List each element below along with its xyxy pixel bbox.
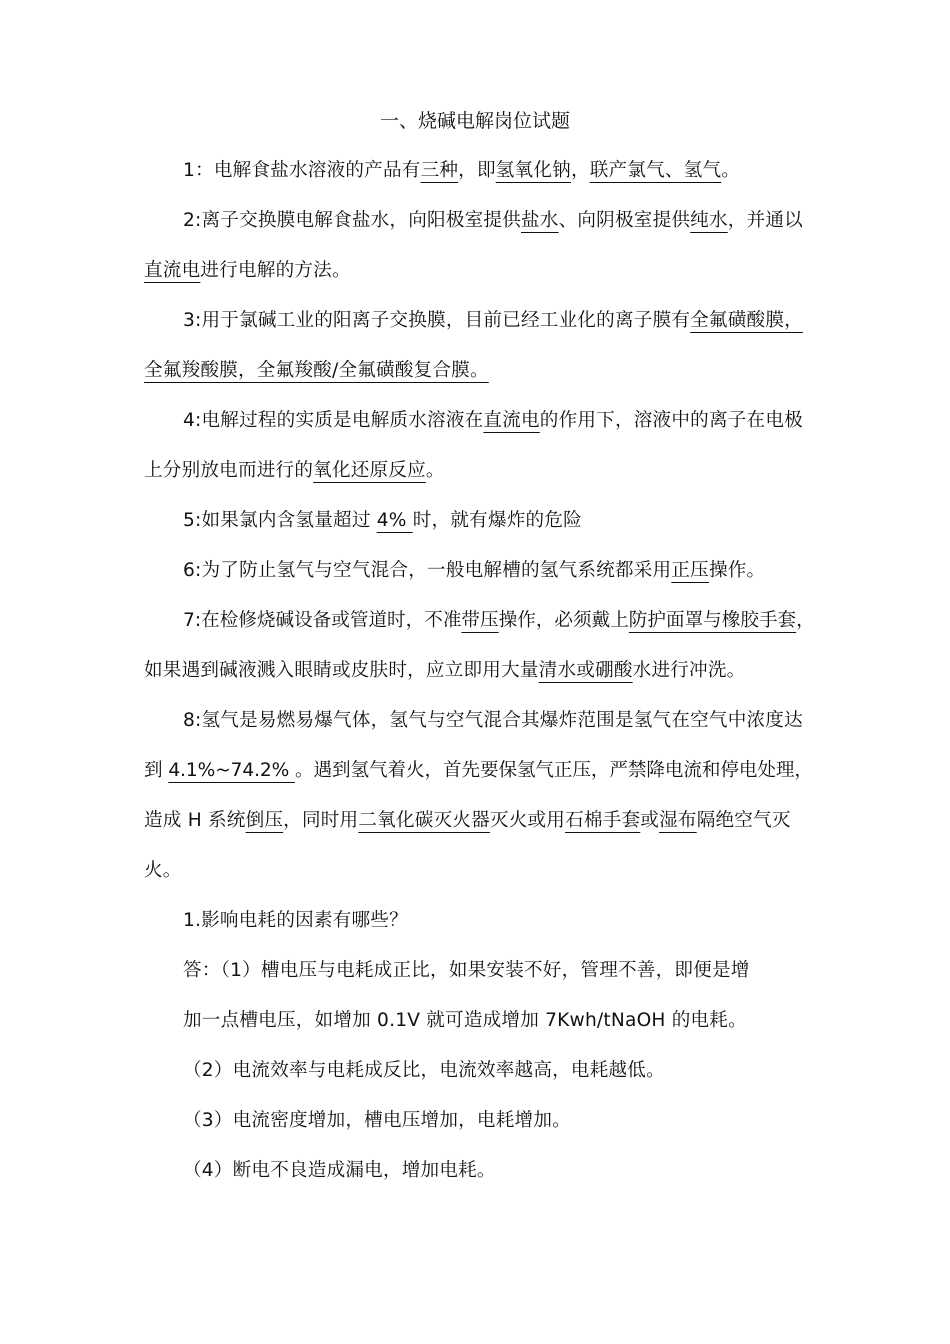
text: 水进行冲洗。 <box>632 660 746 681</box>
text: 6:为了防止氢气与空气混合，一般电解槽的氢气系统都采用 <box>183 560 672 581</box>
answer-blank: 氢氧化钠 <box>495 160 571 181</box>
text: 4:电解过程的实质是电解质水溶液在 <box>183 410 484 431</box>
answer-blank: 直流电 <box>483 410 540 431</box>
text: 操作。 <box>708 560 766 581</box>
text: 上分别放电而进行的 <box>144 460 314 481</box>
text: 5:如果氯内含氢量超过 <box>183 510 377 531</box>
text: 。 <box>721 160 741 181</box>
text: 2:离子交换膜电解食盐水，向阳极室提供 <box>183 210 521 231</box>
text: 3:用于氯碱工业的阳离子交换膜，目前已经工业化的离子膜有 <box>183 310 691 331</box>
text: 8:氢气是易燃易爆气体，氢气与空气混合其爆炸范围是氢气在空气中浓度达 <box>183 710 803 731</box>
answer-blank: 湿布 <box>659 810 697 831</box>
answer-blank: 倒压 <box>245 810 284 831</box>
question-3-line-1 <box>183 306 803 336</box>
text: 的作用下，溶液中的离子在电极 <box>539 410 803 431</box>
question-4-line-1 <box>183 406 803 436</box>
answer-item-1-line-2: 加一点槽电压，如增加 0.1V 就可造成增加 7Kwh/tNaOH 的电耗。 <box>183 1010 747 1031</box>
text: ，同时用 <box>283 810 359 831</box>
text: 如果遇到碱液溅入眼睛或皮肤时，应立即用大量 <box>144 660 539 681</box>
question-2-line-1 <box>183 206 803 236</box>
text: 隔绝空气灭 <box>696 810 791 831</box>
answer-blank: 4% <box>376 510 413 531</box>
text: 7:在检修烧碱设备或管道时，不准 <box>183 610 462 631</box>
answer-blank: 二氧化碳灭火器 <box>358 810 490 831</box>
answer-item-3: （3）电流密度增加，槽电压增加，电耗增加。 <box>183 1110 571 1131</box>
text: 1：电解食盐水溶液的产品有 <box>183 160 421 181</box>
question-7-line-1 <box>183 606 815 636</box>
text: 或 <box>640 810 660 831</box>
answer-blank: 清水或硼酸 <box>538 660 633 681</box>
section-question-1: 1.影响电耗的因素有哪些？ <box>183 910 408 931</box>
answer-blank: 氧化还原反应 <box>313 460 426 481</box>
answer-blank: 联产氯气、氢气 <box>589 160 722 181</box>
question-6 <box>183 556 765 586</box>
text: ，并通以 <box>727 210 803 231</box>
text: ， <box>570 160 590 181</box>
question-4-line-2 <box>144 456 445 486</box>
text: 。 <box>425 460 445 481</box>
question-7-line-2 <box>144 656 745 686</box>
text: 造成 H 系统 <box>144 810 246 831</box>
answer-blank: 石棉手套 <box>565 810 641 831</box>
answer-blank: 正压 <box>671 560 709 581</box>
text: 、向阴极室提供 <box>558 210 691 231</box>
text: ，即 <box>458 160 496 181</box>
answer-blank: 带压 <box>461 610 499 631</box>
question-3-line-2 <box>144 356 489 386</box>
answer-blank: 盐水 <box>521 210 559 231</box>
text: 操作，必须戴上 <box>498 610 629 631</box>
answer-item-1-line-1: 答：（1）槽电压与电耗成正比，如果安装不好，管理不善，即便是增 <box>183 960 750 981</box>
answer-blank: 三种 <box>420 160 459 181</box>
text: 灭火或用 <box>489 810 566 831</box>
answer-blank: 纯水 <box>690 210 728 231</box>
question-1 <box>183 156 740 186</box>
question-5 <box>183 506 582 536</box>
answer-item-2: （2）电流效率与电耗成反比，电流效率越高，电耗越低。 <box>183 1060 665 1081</box>
question-8-line-3 <box>144 806 791 836</box>
answer-blank: 全氟磺酸膜， <box>690 310 803 331</box>
document-title: 一、烧碱电解岗位试题 <box>379 110 570 132</box>
answer-blank: 直流电 <box>144 260 201 281</box>
question-8-line-4 <box>144 856 182 886</box>
question-2-line-2 <box>144 256 351 286</box>
answer-item-4: （4）断电不良造成漏电，增加电耗。 <box>183 1160 496 1181</box>
text: ， <box>796 610 815 631</box>
question-8-line-2 <box>144 756 813 786</box>
text: 到 <box>144 760 169 781</box>
text: 时，就有爆炸的危险 <box>412 510 582 531</box>
answer-blank: 防护面罩与橡胶手套 <box>628 610 797 631</box>
text: 。遇到氢气着火，首先要保氢气正压，严禁降电流和停电处理， <box>295 760 813 781</box>
answer-blank: 全氟羧酸膜，全氟羧酸/全氟磺酸复合膜。 <box>144 360 489 381</box>
question-8-line-1 <box>183 706 803 736</box>
text: 火。 <box>144 860 182 881</box>
text: 进行电解的方法。 <box>200 260 351 281</box>
answer-blank: 4.1%~74.2% <box>168 760 296 781</box>
